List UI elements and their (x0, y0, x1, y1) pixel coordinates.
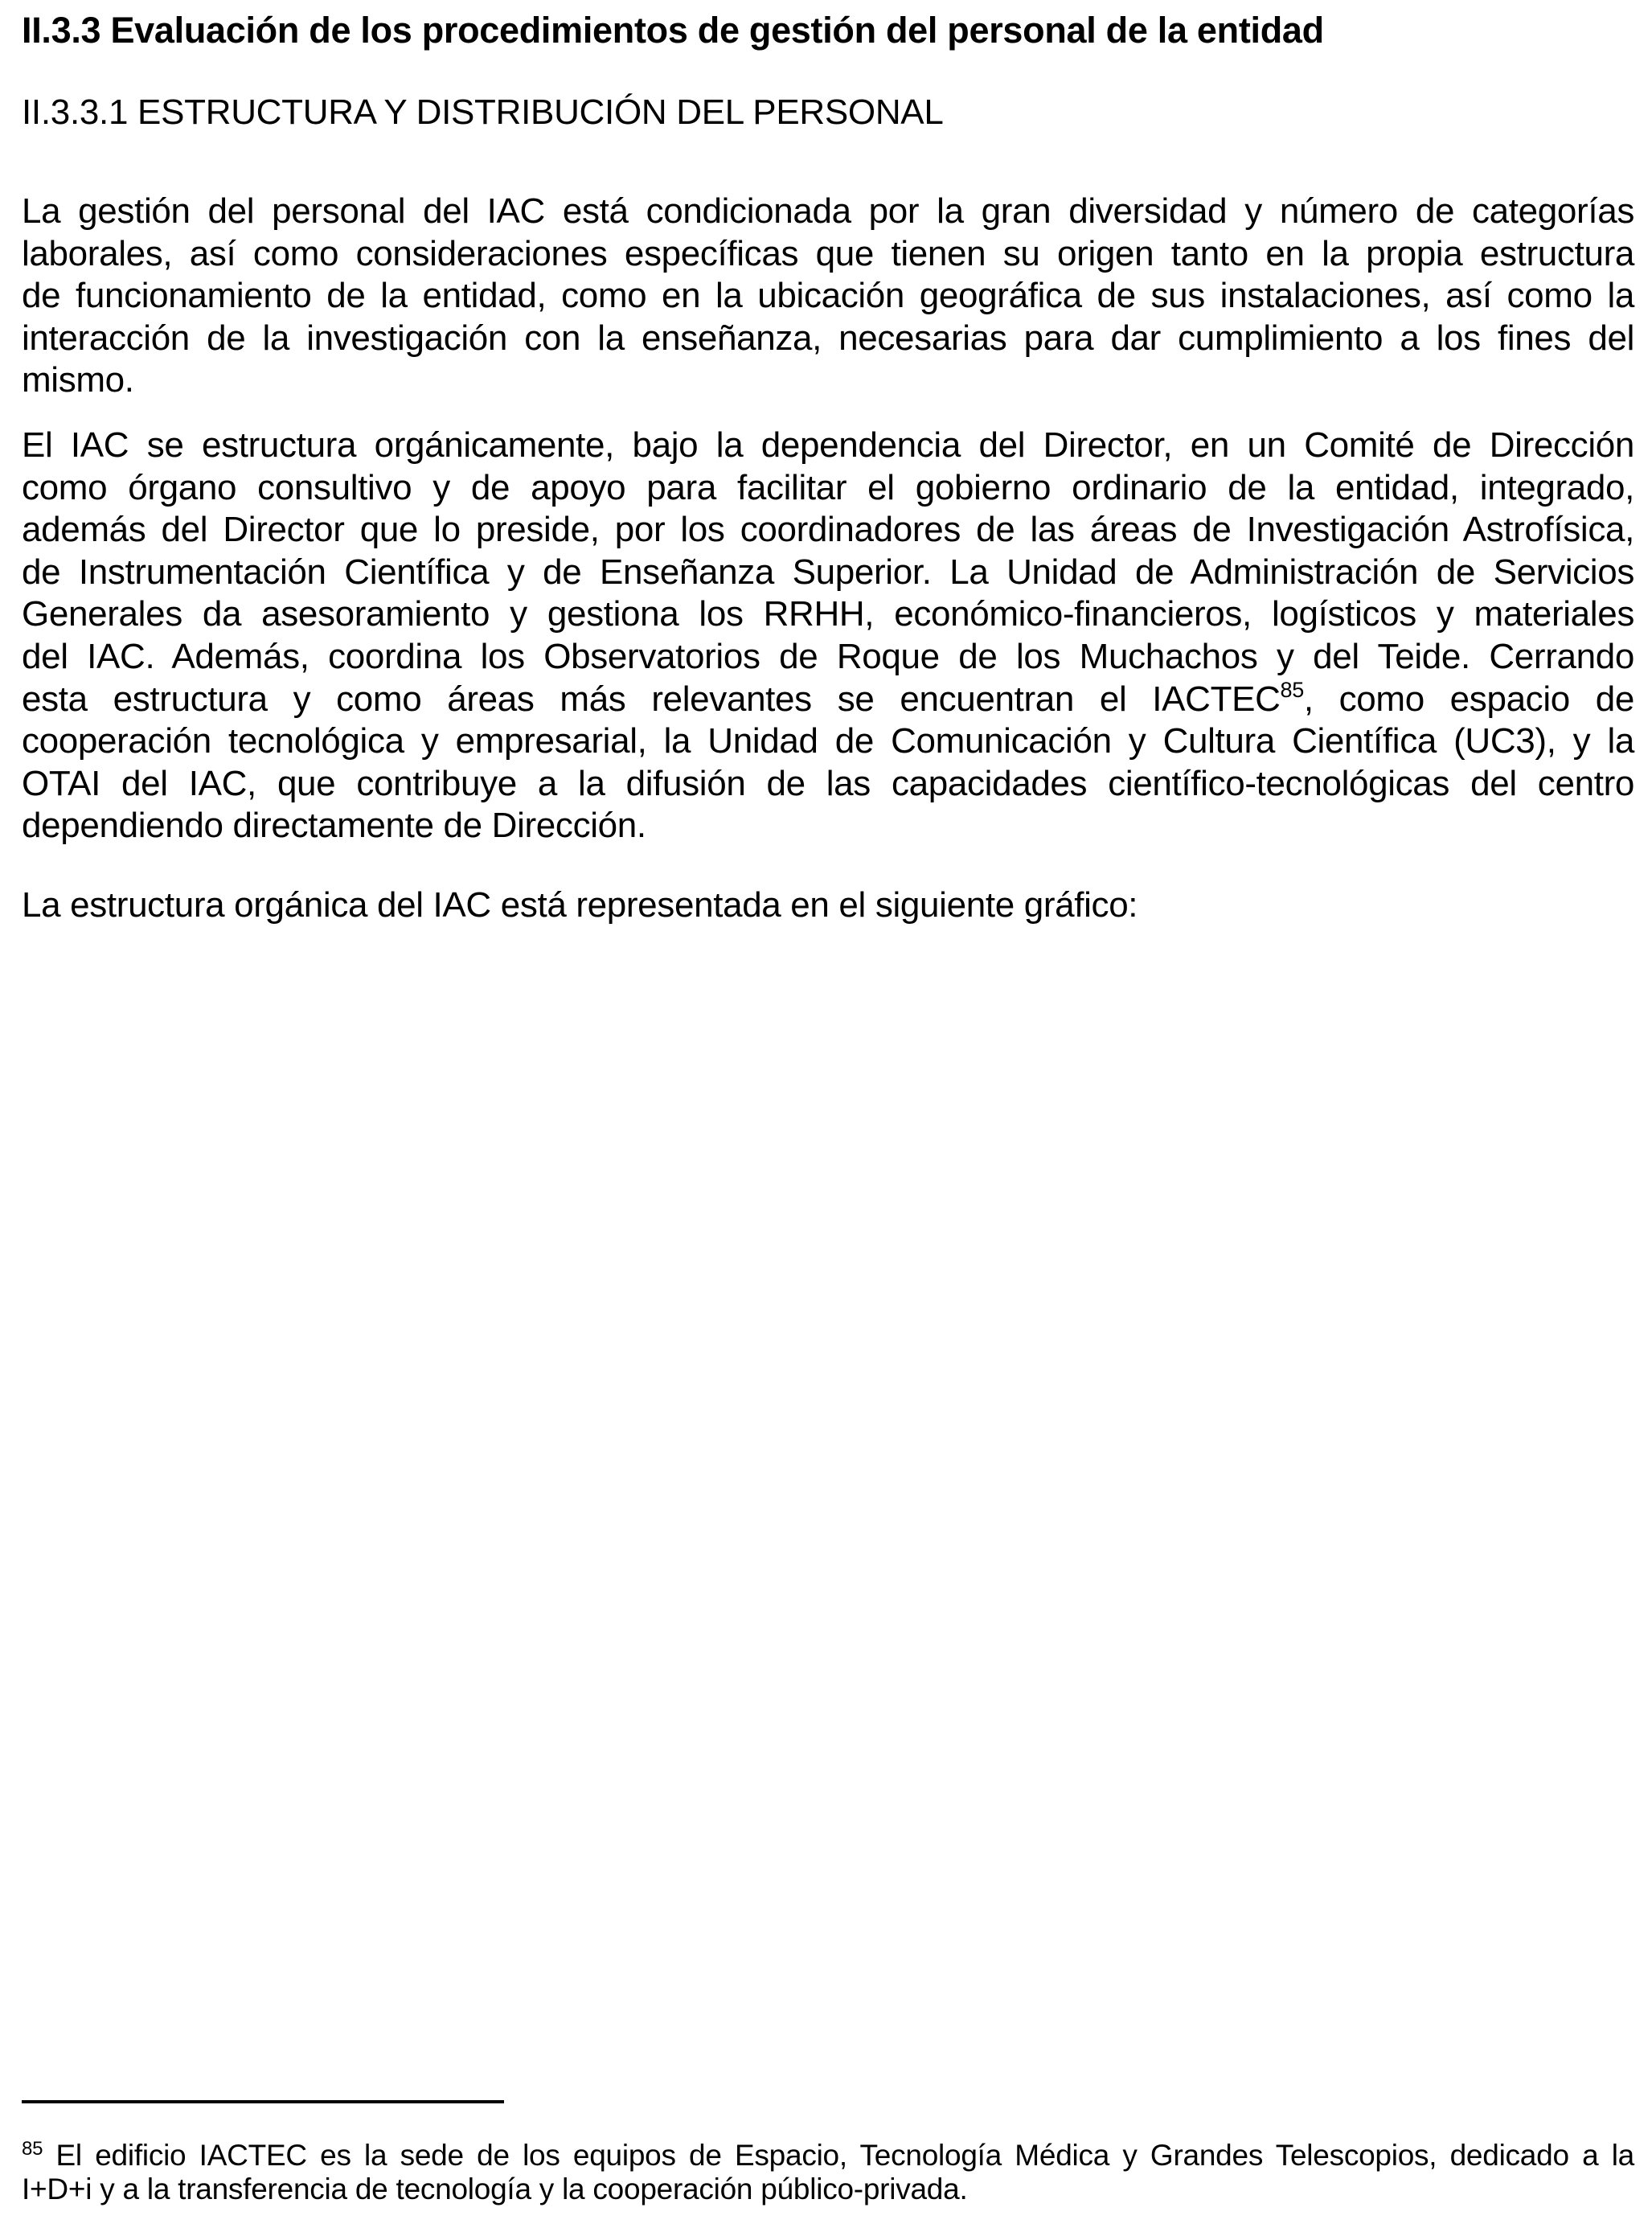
footnote-number: 85 (22, 2138, 43, 2160)
text-line: mismo. (22, 360, 134, 400)
text-line: además del Director que lo preside, por los coordinadores de las áreas de Investigación Astrofísica, (22, 510, 1634, 550)
footnote-separator (22, 2100, 504, 2103)
text-line: cooperación tecnológica y empresarial, la Unidad de Comunicación y Cultura Científica (UC3), y la (22, 721, 1634, 761)
paragraph-personnel-management (22, 191, 1634, 402)
text-fragment: , como espacio de (1303, 679, 1634, 719)
text-line: La gestión del personal del IAC está condicionada por la gran diversidad y número de categorías (22, 191, 1634, 231)
text-line: El IAC se estructura orgánicamente, bajo la dependencia del Director, en un Comité de Dirección (22, 425, 1634, 465)
text-fragment: El edificio IACTEC es la sede de los equipos de Espacio, Tecnología Médica y Grandes Telescopios, dedicado a la (55, 2139, 1634, 2172)
footnote-85 (22, 2139, 1634, 2206)
text-line-with-footnote-ref (22, 679, 1634, 721)
text-line: La estructura orgánica del IAC está representada en el siguiente gráfico: (22, 885, 1138, 925)
footnote-line: I+D+i y a la transferencia de tecnología y la cooperación público-privada. (22, 2173, 968, 2205)
text-fragment: esta estructura y como áreas más relevantes se encuentran el IACTEC (22, 679, 1281, 719)
subsection-heading: II.3.3.1 ESTRUCTURA Y DISTRIBUCIÓN DEL PERSONAL (22, 92, 944, 132)
footnote-line (22, 2139, 1634, 2173)
section-heading: II.3.3 Evaluación de los procedimientos de gestión del personal de la entidad (22, 10, 1324, 51)
text-line: laborales, así como consideraciones específicas que tienen su origen tanto en la propia estructura (22, 233, 1634, 273)
text-line: Generales da asesoramiento y gestiona los RRHH, económico-financieros, logísticos y materiales (22, 594, 1634, 634)
text-line: OTAI del IAC, que contribuye a la difusión de las capacidades científico-tecnológicas del centro (22, 763, 1634, 803)
text-line: dependiendo directamente de Dirección. (22, 806, 646, 846)
paragraph-chart-intro (22, 884, 1634, 927)
footnote-reference-85[interactable]: 85 (1280, 677, 1304, 702)
text-line: de funcionamiento de la entidad, como en la ubicación geográfica de sus instalaciones, así como la (22, 276, 1634, 316)
text-line: del IAC. Además, coordina los Observatorios de Roque de los Muchachos y del Teide. Cerrando (22, 636, 1634, 676)
text-line: como órgano consultivo y de apoyo para facilitar el gobierno ordinario de la entidad, integrado, (22, 467, 1634, 507)
text-line: de Instrumentación Científica y de Enseñanza Superior. La Unidad de Administración de Servicios (22, 552, 1634, 592)
text-line: interacción de la investigación con la enseñanza, necesarias para dar cumplimiento a los fines del (22, 318, 1634, 358)
paragraph-organic-structure (22, 425, 1634, 847)
